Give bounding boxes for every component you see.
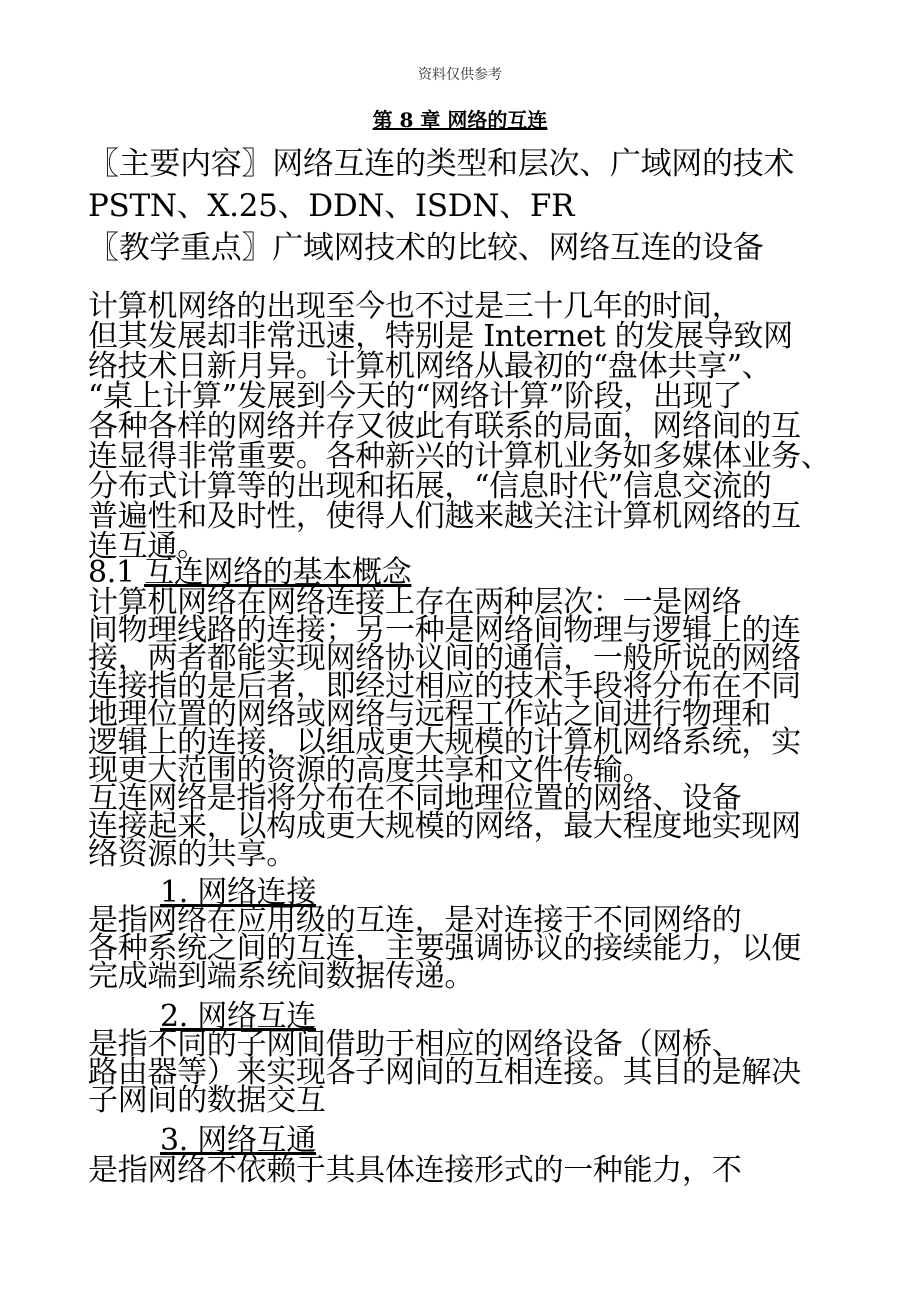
paragraph-line: 路由器等）来实现各子网间的互相连接。其目的是解决 — [88, 1055, 801, 1090]
item-heading: 1. 网络连接 — [160, 875, 317, 910]
paragraph-line: 连显得非常重要。各种新兴的计算机业务如多媒体业务、 — [88, 439, 831, 474]
paragraph-line: 各种系统之间的互连，主要强调协议的接续能力，以便 — [88, 931, 801, 966]
paragraph-line: 逻辑上的连接，以组成更大规模的计算机网络系统，实 — [88, 725, 801, 760]
paragraph-line: 是指不同的子网间借助于相应的网络设备（网桥、 — [88, 1027, 742, 1062]
section-title: 互连网络的基本概念 — [144, 555, 412, 590]
paragraph-line: 连接起来，以构成更大规模的网络，最大程度地实现网 — [88, 809, 801, 844]
paragraph-line: 连互通。 — [88, 529, 207, 564]
main-content-line-cont: PSTN、X.25、DDN、ISDN、FR — [88, 188, 575, 224]
main-content-line: 〖主要内容〗网络互连的类型和层次、广域网的技术 — [88, 146, 795, 182]
paragraph-line: 互连网络是指将分布在不同地理位置的网络、设备 — [88, 781, 742, 816]
paragraph-line: 是指网络在应用级的互连，是对连接于不同网络的 — [88, 903, 742, 938]
paragraph-line: 完成端到端系统间数据传递。 — [88, 959, 475, 994]
paragraph-line: “桌上计算”发展到今天的“网络计算”阶段，出现了 — [88, 379, 743, 414]
page-header-note: 资料仅供参考 — [418, 67, 502, 83]
paragraph-line: 子网间的数据交互 — [88, 1083, 326, 1118]
paragraph-line: 接，两者都能实现网络协议间的通信，一般所说的网络 — [88, 641, 801, 676]
section-number: 8.1 — [88, 555, 135, 590]
item-heading: 3. 网络互通 — [160, 1123, 317, 1158]
paragraph-line: 间物理线路的连接；另一种是网络间物理与逻辑上的连 — [88, 613, 801, 648]
paragraph-line: 各种各样的网络并存又彼此有联系的局面，网络间的互 — [88, 409, 801, 444]
paragraph-line: 络技术日新月异。计算机网络从最初的“盘体共享”、 — [88, 349, 772, 384]
paragraph-line: 是指网络不依赖于其具体连接形式的一种能力，不 — [88, 1153, 742, 1188]
paragraph-line: 地理位置的网络或网络与远程工作站之间进行物理和 — [88, 697, 772, 732]
paragraph-line: 连接指的是后者，即经过相应的技术手段将分布在不同 — [88, 669, 801, 704]
item-heading: 2. 网络互连 — [160, 999, 317, 1034]
paragraph-line: 分布式计算等的出现和拓展，“信息时代”信息交流的 — [88, 469, 772, 504]
paragraph-line: 计算机网络在网络连接上存在两种层次：一是网络 — [88, 585, 742, 620]
teaching-focus-line: 〖教学重点〗广域网技术的比较、网络互连的设备 — [88, 230, 764, 266]
paragraph-line: 计算机网络的出现至今也不过是三十几年的时间， — [88, 289, 742, 324]
paragraph-line: 现更大范围的资源的高度共享和文件传输。 — [88, 753, 653, 788]
paragraph-line: 但其发展却非常迅速，特别是 Internet 的发展导致网 — [88, 319, 793, 354]
paragraph-line: 络资源的共享。 — [88, 837, 296, 872]
paragraph-line: 普遍性和及时性，使得人们越来越关注计算机网络的互 — [88, 499, 801, 534]
chapter-title: 第 8 章 网络的互连 — [372, 108, 548, 132]
